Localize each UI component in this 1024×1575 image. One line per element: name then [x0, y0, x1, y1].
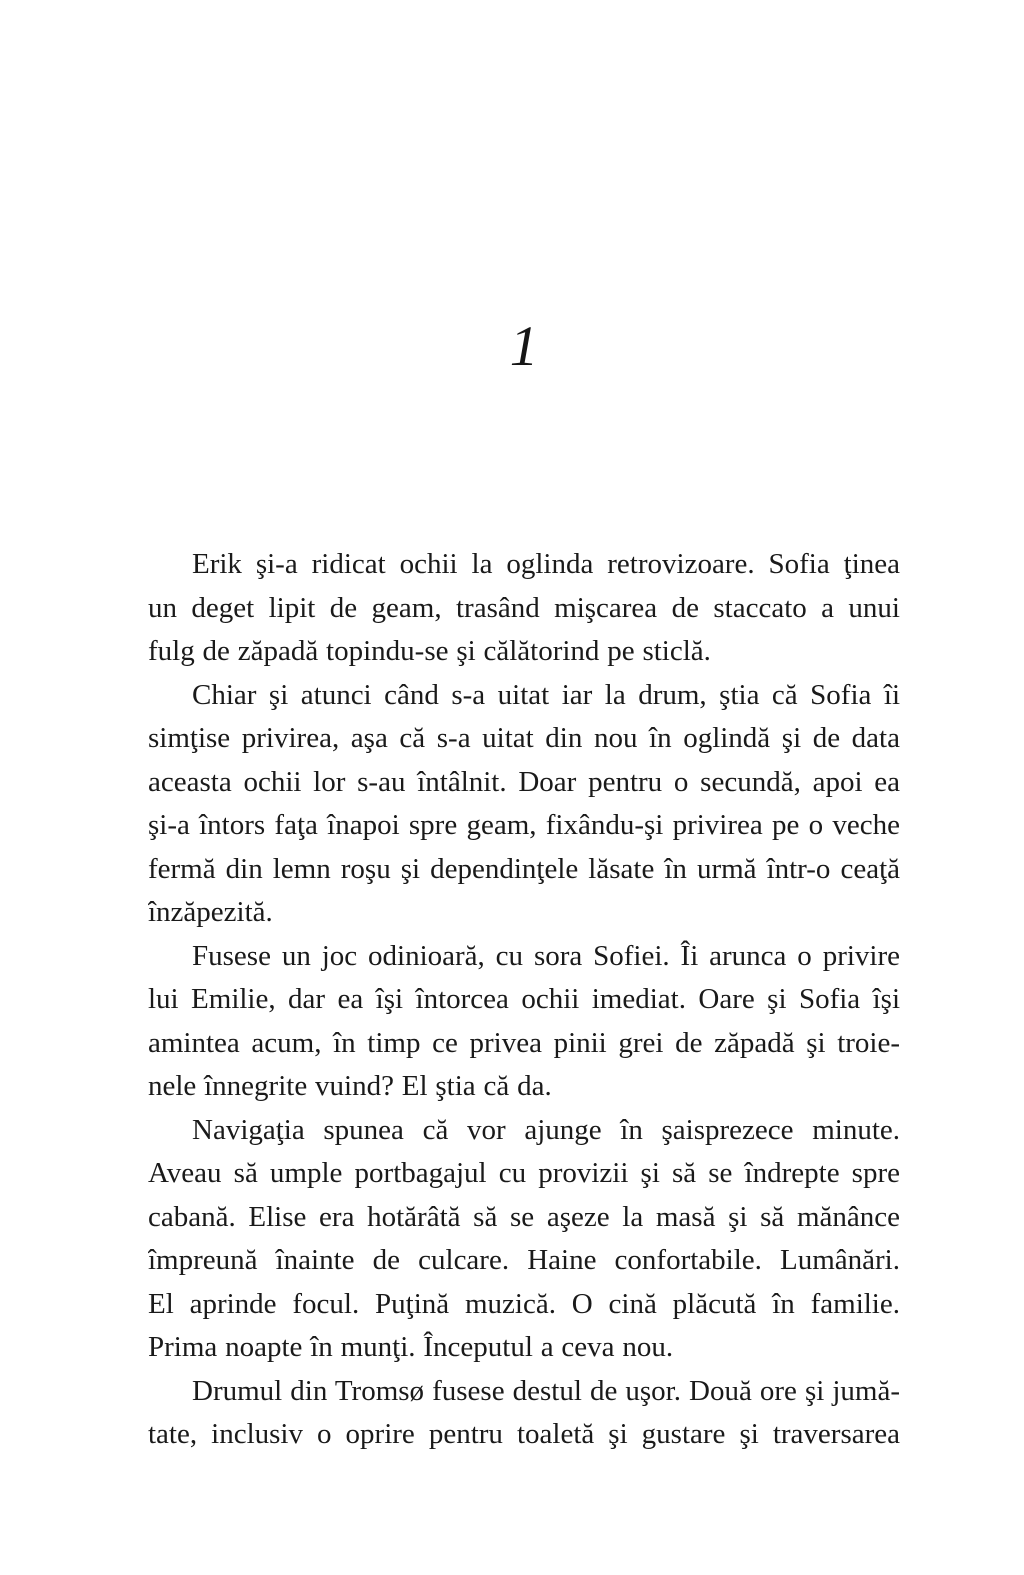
text-line: şi-a întors faţa înapoi spre geam, fixându-şi privirea pe o veche	[148, 809, 900, 841]
text-line: simţise privirea, aşa că s-a uitat din nou în oglindă şi de data	[148, 722, 900, 754]
text-line: cabană. Elise era hotărâtă să se aşeze la masă şi să mănânce	[148, 1200, 900, 1233]
text-line: El aprinde focul. Puţină muzică. O cină plăcută în familie.	[148, 1287, 900, 1320]
chapter-number: 1	[509, 315, 539, 378]
text-line: împreună înainte de culcare. Haine confortabile. Lumânări.	[148, 1244, 900, 1276]
text-line: amintea acum, în timp ce privea pinii grei de zăpadă şi troie-	[148, 1026, 900, 1059]
text-line: Erik şi-a ridicat ochii la oglinda retrovizoare. Sofia ţinea	[192, 548, 900, 580]
text-line: Aveau să umple portbagajul cu provizii şi să se îndrepte spre	[148, 1157, 900, 1189]
text-line: aceasta ochii lor s-au întâlnit. Doar pentru o secundă, apoi ea	[148, 765, 900, 798]
text-line: Fusese un joc odinioară, cu sora Sofiei. Îi arunca o privire	[192, 939, 900, 972]
text-line: înzăpezită.	[148, 896, 273, 928]
text-line: Chiar şi atunci când s-a uitat iar la drum, ştia că Sofia îi	[192, 678, 900, 711]
text-line: Prima noapte în munţi. Începutul a ceva nou.	[148, 1331, 674, 1363]
text-line: tate, inclusiv o oprire pentru toaletă şi gustare şi traversarea	[148, 1418, 900, 1450]
text-line: Navigaţia spunea că vor ajunge în şaisprezece minute.	[192, 1113, 900, 1146]
text-line: fulg de zăpadă topindu-se şi călătorind pe sticlă.	[148, 635, 711, 667]
text-line: un deget lipit de geam, trasând mişcarea de staccato a unui	[148, 591, 900, 624]
text-line: nele înnegrite vuind? El ştia că da.	[148, 1070, 552, 1102]
text-line: Drumul din Tromsø fusese destul de uşor. Două ore şi jumă-	[192, 1374, 900, 1407]
body-text	[148, 543, 900, 1457]
text-line: fermă din lemn roşu şi dependinţele lăsate în urmă într-o ceaţă	[148, 852, 900, 885]
text-line: lui Emilie, dar ea îşi întorcea ochii imediat. Oare şi Sofia îşi	[148, 983, 900, 1015]
